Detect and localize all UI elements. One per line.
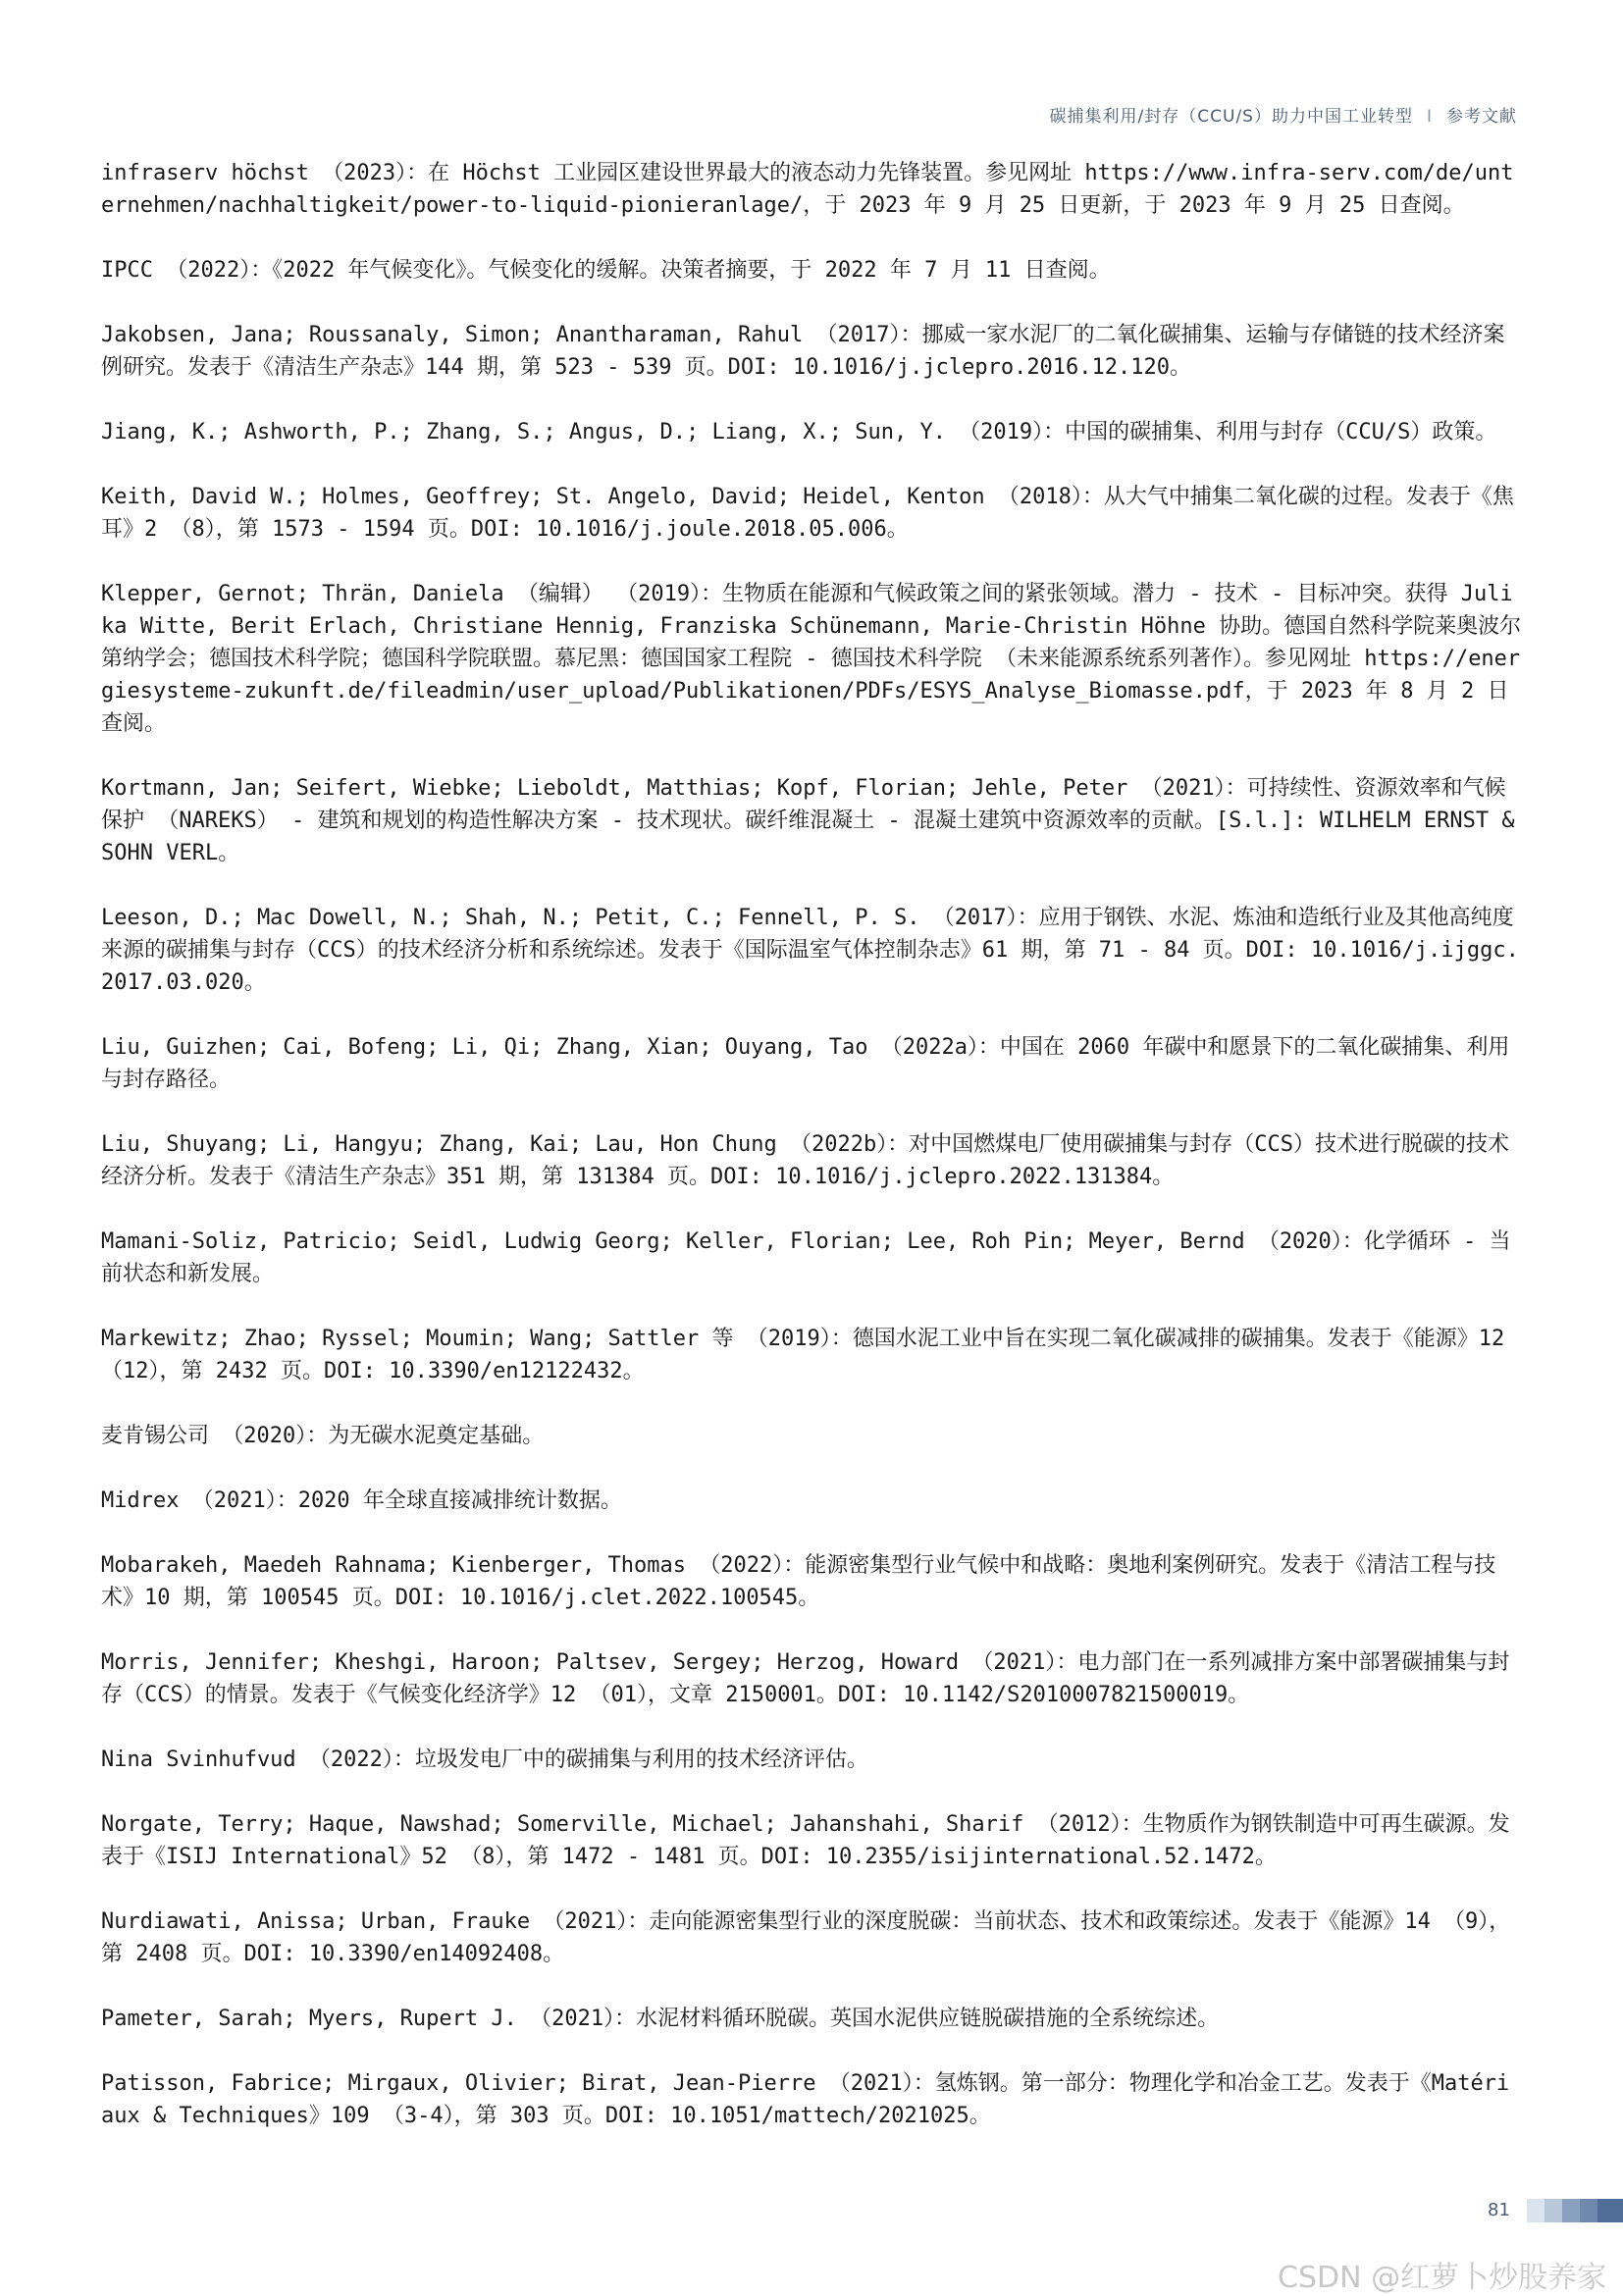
reference-entry: Midrex （2021）：2020 年全球直接减排统计数据。 [101, 1488, 622, 1513]
reference-entry: Liu, Guizhen; Cai, Bofeng; Li, Qi; Zhang, Xian; Ouyang, Tao （2022a）：中国在 2060 年碳中和愿景下的二氧化碳捕集、利用与封存路径。 [101, 1035, 1510, 1092]
header-title: 碳捕集利用/封存（CCU/S）助力中国工业转型 [1049, 107, 1413, 127]
footer-decoration-bar [1527, 2199, 1623, 2222]
running-header [1050, 102, 1517, 127]
reference-entry: Mobarakeh, Maedeh Rahnama; Kienberger, Thomas （2022）：能源密集型行业气候中和战略：奥地利案例研究。发表于《清洁工程与技术》10 期，第 100545 页。DOI: 10.1016/j.clet.2022.100545。 [101, 1553, 1496, 1610]
reference-entry: Markewitz; Zhao; Ryssel; Moumin; Wang; Sattler 等 （2019）：德国水泥工业中旨在实现二氧化碳减排的碳捕集。发表于《能源》12 （12），第 2432 页。DOI: 10.3390/en12122432。 [101, 1327, 1505, 1383]
reference-entry: Norgate, Terry; Haque, Nawshad; Somerville, Michael; Jahanshahi, Sharif （2012）：生物质作为钢铁制造中可再生碳源。发表于《ISIJ International》52 （8），第 1472 - 1481 页。DOI: 10.2355/isijinternational.52.1472。 [101, 1812, 1510, 1869]
footer-bar-segment [1597, 2199, 1623, 2222]
reference-entry: Nurdiawati, Anissa; Urban, Frauke （2021）：走向能源密集型行业的深度脱碳：当前状态、技术和政策综述。发表于《能源》14 （9），第 2408 页。DOI: 10.3390/en14092408。 [101, 1909, 1511, 1966]
reference-entry: Klepper, Gernot; Thrän, Daniela （编辑） （2019）：生物质在能源和气候政策之间的紧张领域。潜力 - 技术 - 目标冲突。获得 Julika Witte, Berit Erlach, Christiane Hennig, Franziska Schünemann, Marie-Christin Höhne 协助。德国自然科学院莱奥波尔第纳学会；德国技术科学院；德国科学院联盟。慕尼黑：德国国家工程院 - 德国技术科学院 （未来能源系统系列著作）。参见网址 https://energiesysteme-zukunft.de/fileadmin/user_upload/Publikationen/PDFs/ESYS_Analyse_Biomasse.pdf，于 2023 年 8 月 2 日查阅。 [101, 582, 1522, 736]
footer-bar-segment [1580, 2199, 1597, 2222]
reference-entry: Patisson, Fabrice; Mirgaux, Olivier; Birat, Jean-Pierre （2021）：氢炼钢。第一部分：物理化学和冶金工艺。发表于《Matériaux & Techniques》109 （3-4），第 303 页。DOI: 10.1051/mattech/2021025。 [101, 2071, 1510, 2128]
footer-bar-segment [1544, 2199, 1562, 2222]
reference-entry: Pameter, Sarah; Myers, Rupert J. （2021）：水泥材料循环脱碳。英国水泥供应链脱碳措施的全系统综述。 [101, 2007, 1220, 2031]
reference-list [101, 157, 1522, 2165]
page-number: 81 [1488, 2200, 1510, 2220]
reference-entry: Keith, David W.; Holmes, Geoffrey; St. Angelo, David; Heidel, Kenton （2018）：从大气中捕集二氧化碳的过程。发表于《焦耳》2 （8），第 1573 - 1594 页。DOI: 10.1016/j.joule.2018.05.006。 [101, 485, 1514, 542]
footer-bar-segment [1527, 2199, 1544, 2222]
reference-entry: Mamani-Soliz, Patricio; Seidl, Ludwig Georg; Keller, Florian; Lee, Roh Pin; Meyer, Bernd （2020）：化学循环 - 当前状态和新发展。 [101, 1229, 1511, 1286]
reference-entry: infraserv höchst （2023）：在 Höchst 工业园区建设世界最大的液态动力先锋装置。参见网址 https://www.infra-serv.com/de/unternehmen/nachhaltigkeit/power-to-liquid-pionieranlage/，于 2023 年 9 月 25 日更新，于 2023 年 9 月 25 日查阅。 [101, 161, 1514, 218]
header-separator: I [1426, 107, 1433, 127]
header-section: 参考文献 [1446, 107, 1517, 127]
reference-entry: Jakobsen, Jana; Roussanaly, Simon; Anantharaman, Rahul （2017）：挪威一家水泥厂的二氧化碳捕集、运输与存储链的技术经济案例研究。发表于《清洁生产杂志》144 期，第 523 - 539 页。DOI: 10.1016/j.jclepro.2016.12.120。 [101, 323, 1505, 380]
reference-entry: Leeson, D.; Mac Dowell, N.; Shah, N.; Petit, C.; Fennell, P. S. （2017）：应用于钢铁、水泥、炼油和造纸行业及其他高纯度来源的碳捕集与封存（CCS）的技术经济分析和系统综述。发表于《国际温室气体控制杂志》61 期，第 71 - 84 页。DOI: 10.1016/j.ijggc.2017.03.020。 [101, 906, 1519, 995]
reference-entry: 麦肯锡公司 （2020）：为无碳水泥奠定基础。 [101, 1424, 545, 1448]
reference-entry: Kortmann, Jan; Seifert, Wiebke; Lieboldt, Matthias; Kopf, Florian; Jehle, Peter （2021）：可持续性、资源效率和气候保护 （NAREKS） - 建筑和规划的构造性解决方案 - 技术现状。碳纤维混凝土 - 混凝土建筑中资源效率的贡献。[S.l.]: WILHELM ERNST & SOHN VERL。 [101, 776, 1515, 865]
reference-entry: Liu, Shuyang; Li, Hangyu; Zhang, Kai; Lau, Hon Chung （2022b）：对中国燃煤电厂使用碳捕集与封存（CCS）技术进行脱碳的技术经济分析。发表于《清洁生产杂志》351 期，第 131384 页。DOI: 10.1016/j.jclepro.2022.131384。 [101, 1132, 1509, 1189]
footer-bar-segment [1562, 2199, 1580, 2222]
reference-entry: Jiang, K.; Ashworth, P.; Zhang, S.; Angus, D.; Liang, X.; Sun, Y. （2019）：中国的碳捕集、利用与封存（CCU/S）政策。 [101, 420, 1497, 444]
reference-entry: Morris, Jennifer; Kheshgi, Haroon; Paltsev, Sergey; Herzog, Howard （2021）：电力部门在一系列减排方案中部署碳捕集与封存（CCS）的情景。发表于《气候变化经济学》12 （01），文章 2150001。DOI: 10.1142/S2010007821500019。 [101, 1650, 1510, 1707]
reference-entry: IPCC （2022）：《2022 年气候变化》。气候变化的缓解。决策者摘要，于 2022 年 7 月 11 日查阅。 [101, 258, 1111, 283]
reference-entry: Nina Svinhufvud （2022）：垃圾发电厂中的碳捕集与利用的技术经济评估。 [101, 1748, 868, 1772]
watermark: CSDN @红萝卜炒股养家 [1278, 2261, 1607, 2295]
